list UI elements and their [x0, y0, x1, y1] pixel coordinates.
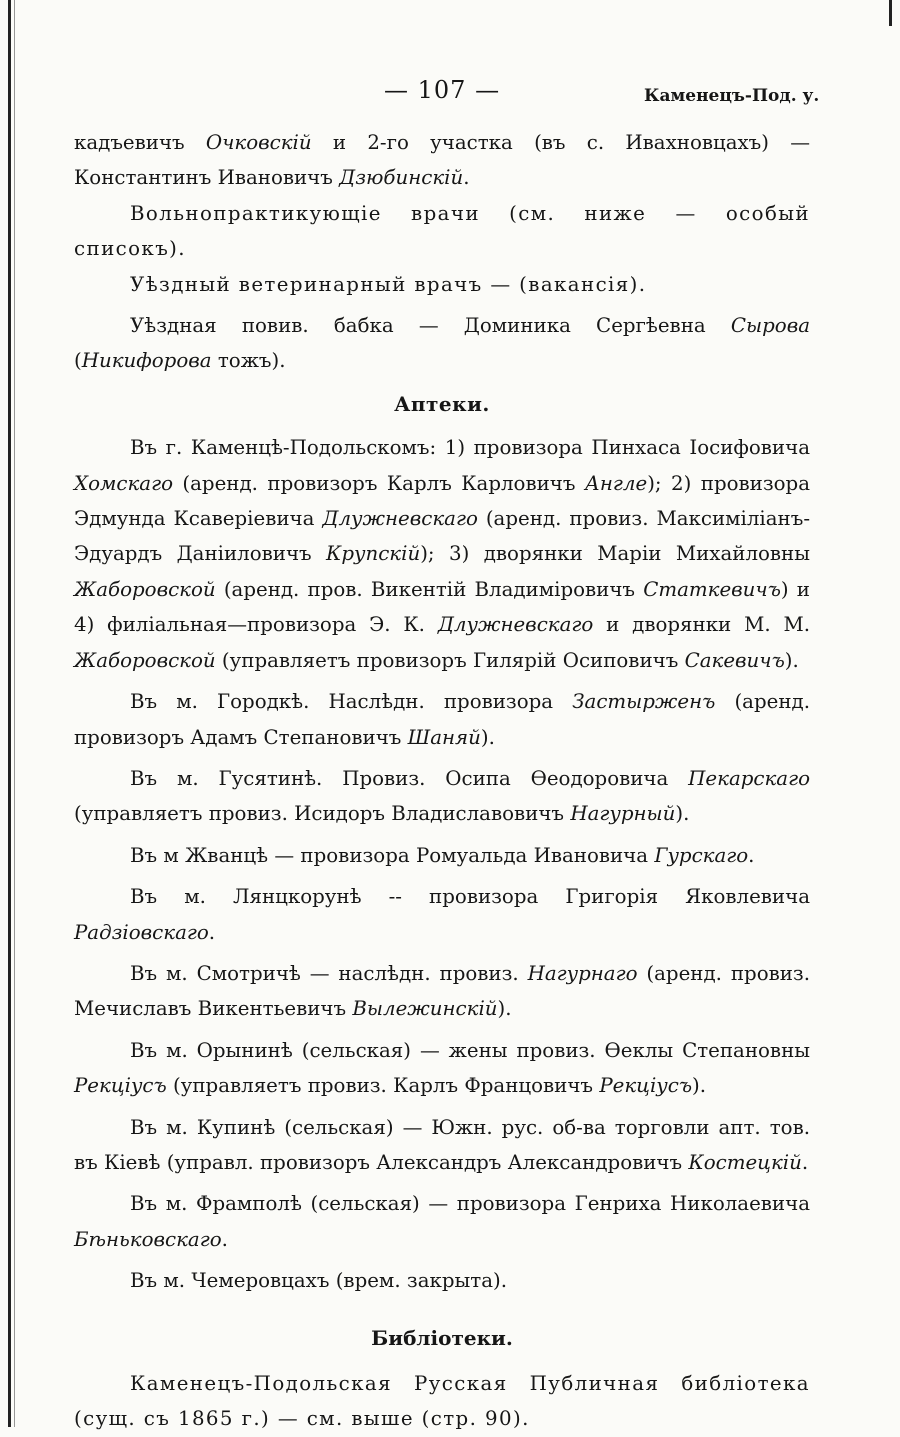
paragraph-orynin: Въ м. Орынинѣ (сельская) — жены провиз. Ѳеклы Степановны Рекціусъ (управляетъ провиз. Карлъ Францовичъ Рекціусъ).: [74, 1038, 810, 1098]
paragraph-frampol: Въ м. Фрамполѣ (сельская) — провизора Генриха Николаевича Бѣньковскаго.: [74, 1192, 810, 1251]
paragraph-kupin: Въ м. Купинѣ (сельская) — Южн. рус. об-ва торговли апт. тов. въ Кіевѣ (управл. провизоръ Александръ Александровичъ Костецкій.: [74, 1115, 810, 1174]
paragraph-chemerovtsy: Въ м. Чемеровцахъ (врем. закрыта).: [130, 1269, 507, 1293]
paragraph-private-doctors: Вольнопрактикующіе врачи (см. ниже — особый списокъ).: [74, 201, 810, 261]
paragraph-midwife: Уѣздная повив. бабка — Доминика Сергѣевна Сырова (Никифорова тожъ).: [74, 314, 810, 373]
paragraph-gorodok: Въ м. Городкѣ. Наслѣдн. провизора Застырженъ (аренд. провизоръ Адамъ Степановичъ Шаняй).: [74, 690, 810, 749]
paragraph-veterinarian: Уѣздный ветеринарный врачъ — (вакансія).: [130, 272, 647, 296]
paragraph-zhvanets: Въ м Жванцѣ — провизора Ромуальда Ивановича Гурскаго.: [130, 843, 755, 867]
paragraph-gusyatin: Въ м. Гусятинѣ. Провиз. Осипа Ѳеодоровича Пекарскаго (управляетъ провиз. Исидоръ Владиславовичъ Нагурный).: [74, 766, 810, 826]
paragraph-kamenets-pharmacies: Въ г. Каменцѣ-Подольскомъ: 1) провизора Пинхаса Іосифовича Хомскаго (аренд. провизоръ Карлъ Карловичъ Англе); 2) провизора Эдмунда Ксаверіевича Длужневскаго (аренд. провиз. Максиміліанъ-Эдуардъ Даніиловичъ Крупскій); 3) дворянки Маріи Михайловны Жаборовской (аренд. пров. Викентій Владиміровичъ Статкевичъ) и 4) филіальная—провизора Э. К. Длужневскаго и дворянки М. М. Жаборовской (управляетъ провизоръ Гилярій Осиповичъ Сакевичъ).: [74, 436, 810, 672]
paragraph-continuation: кадъевичъ Очковскій и 2-го участка (въ с. Ивахновцахъ) — Константинъ Ивановичъ Дзюбинскій.: [74, 131, 811, 190]
paragraph-smotrich: Въ м. Смотричѣ — наслѣдн. провиз. Нагурнаго (аренд. провиз. Мечиславъ Викентьевичъ Вылежинскій).: [74, 961, 811, 1021]
scan-edge-left-inner: [14, 0, 15, 1427]
paragraph-public-library: Каменецъ-Подольская Русская Публичная библіотека (сущ. съ 1865 г.) — см. выше (стр. 90).: [74, 1372, 810, 1431]
scan-edge-right: [889, 0, 892, 26]
page-number: — 107 —: [384, 76, 501, 104]
scan-edge-left: [8, 0, 11, 1427]
section-heading-libraries: Библіотеки.: [371, 1325, 513, 1350]
paragraph-lyantskorun: Въ м. Лянцкорунѣ -- провизора Григорія Яковлевича Радзіовскаго.: [74, 885, 810, 944]
page-body: [74, 125, 810, 1437]
running-head: Каменецъ-Под. у.: [644, 86, 820, 106]
section-heading-pharmacies: Аптеки.: [394, 391, 490, 416]
